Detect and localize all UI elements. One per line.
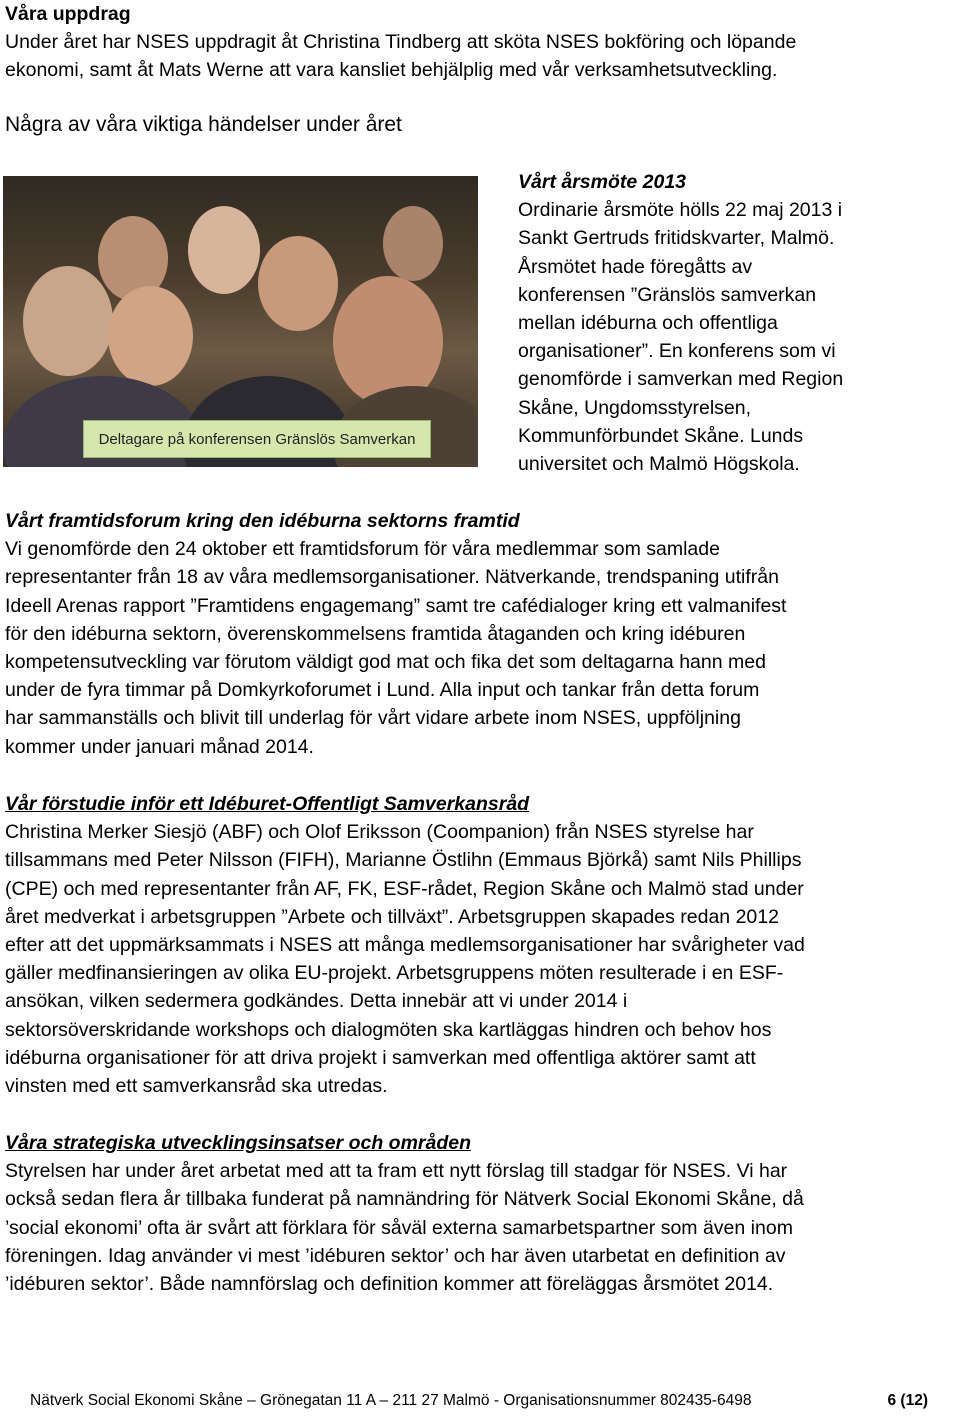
- text-line: också sedan flera år tillbaka funderat på namnändring för Nätverk Social Ekonomi Skåne, då: [5, 1188, 804, 1211]
- section-heading: Våra uppdrag: [5, 3, 131, 25]
- section-handelser: [5, 111, 402, 139]
- photo-caption: Deltagare på konferensen Gränslös Samverkan: [83, 420, 431, 458]
- section-heading: Några av våra viktiga händelser under året: [5, 113, 402, 136]
- section-heading: Vårt framtidsforum kring den idéburna sektorns framtid: [5, 510, 520, 532]
- text-line: Årsmötet hade föregåtts av: [518, 255, 753, 278]
- section-strategiska: [5, 1129, 804, 1298]
- section-forstudie: [5, 790, 805, 1100]
- text-line: Ideell Arenas rapport ”Framtidens engagemang” samt tre cafédialoger kring ett valmanifest: [5, 594, 787, 617]
- text-line: Christina Merker Siesjö (ABF) och Olof Eriksson (Coompanion) från NSES styrelse har: [5, 821, 754, 844]
- section-heading: Vårt årsmöte 2013: [518, 171, 687, 193]
- text-line: året medverkat i arbetsgruppen ”Arbete och tillväxt”. Arbetsgruppen skapades redan 2012: [5, 905, 779, 928]
- text-line: representanter från 18 av våra medlemsorganisationer. Nätverkande, trendspaning utifrån: [5, 566, 779, 589]
- text-line: Under året har NSES uppdragit åt Christina Tindberg att sköta NSES bokföring och löpande: [5, 31, 797, 54]
- conference-photo: [3, 176, 478, 467]
- text-line: vinsten med ett samverkansråd ska utredas.: [5, 1075, 388, 1098]
- text-line: ’social ekonomi’ ofta är svårt att förklara för såväl externa samarbetspartner som även inom: [5, 1216, 793, 1239]
- text-line: efter att det uppmärksammats i NSES att många medlemsorganisationer har svårigheter vad: [5, 934, 805, 957]
- text-line: genomförde i samverkan med Region: [518, 368, 844, 391]
- text-line: konferensen ”Gränslös samverkan: [518, 283, 817, 306]
- page-footer: [30, 1391, 960, 1411]
- text-line: (CPE) och med representanter från AF, FK, ESF-rådet, Region Skåne och Malmö stad under: [5, 877, 804, 900]
- text-line: ansökan, vilken sedermera godkändes. Detta innebär att vi under 2014 i: [5, 990, 628, 1013]
- text-line: ’idéburen sektor’. Både namnförslag och definition kommer att föreläggas årsmötet 2014.: [5, 1273, 774, 1296]
- text-line: Skåne, Ungdomsstyrelsen,: [518, 396, 752, 419]
- text-line: tillsammans med Peter Nilsson (FIFH), Marianne Östlihn (Emmaus Björkå) samt Nils Phillips: [5, 849, 802, 872]
- page-number: 6 (12): [887, 1392, 928, 1409]
- section-arsmote: [518, 168, 958, 478]
- text-line: kompetensutveckling var förutom väldigt god mat och fika det som deltagarna hann med: [5, 651, 766, 674]
- section-heading: Vår förstudie inför ett Idéburet-Offentligt Samverkansråd: [5, 793, 530, 815]
- section-framtidsforum: [5, 507, 786, 761]
- text-line: mellan idéburna och offentliga: [518, 312, 778, 335]
- text-line: sektorsöverskridande workshops och dialogmöten ska kartläggas hindren och behov hos: [5, 1018, 772, 1041]
- footer-text: Nätverk Social Ekonomi Skåne – Grönegatan 11 A – 211 27 Malmö - Organisationsnummer 802435-6498: [30, 1392, 752, 1409]
- text-line: Kommunförbundet Skåne. Lunds: [518, 424, 804, 447]
- text-line: Ordinarie årsmöte hölls 22 maj 2013 i: [518, 199, 843, 222]
- text-line: kommer under januari månad 2014.: [5, 735, 314, 758]
- text-line: idéburna organisationer för att driva projekt i samverkan med offentliga aktörer samt att: [5, 1046, 756, 1069]
- text-line: organisationer”. En konferens som vi: [518, 340, 836, 363]
- text-line: universitet och Malmö Högskola.: [518, 453, 800, 476]
- section-uppdrag: [5, 0, 796, 85]
- text-line: föreningen. Idag använder vi mest ’idéburen sektor’ och har även utarbetat en definition av: [5, 1244, 786, 1267]
- text-line: har sammanställs och blivit till underlag för vårt vidare arbete inom NSES, uppföljning: [5, 707, 741, 730]
- text-line: Sankt Gertruds fritidskvarter, Malmö.: [518, 227, 835, 250]
- text-line: gäller medfinansieringen av olika EU-projekt. Arbetsgruppens möten resulterade i en ESF-: [5, 962, 784, 985]
- text-line: för den idéburna sektorn, överenskommelsens framtida åtaganden och kring idéburen: [5, 622, 746, 645]
- text-line: Vi genomförde den 24 oktober ett framtidsforum för våra medlemmar som samlade: [5, 538, 720, 561]
- text-line: ekonomi, samt åt Mats Werne att vara kansliet behjälplig med vår verksamhetsutveckling.: [5, 59, 778, 82]
- section-heading: Våra strategiska utvecklingsinsatser och områden: [5, 1132, 472, 1154]
- text-line: Styrelsen har under året arbetat med att ta fram ett nytt förslag till stadgar för NSES. Vi har: [5, 1160, 788, 1183]
- text-line: under de fyra timmar på Domkyrkoforumet i Lund. Alla input och tankar från detta forum: [5, 679, 760, 702]
